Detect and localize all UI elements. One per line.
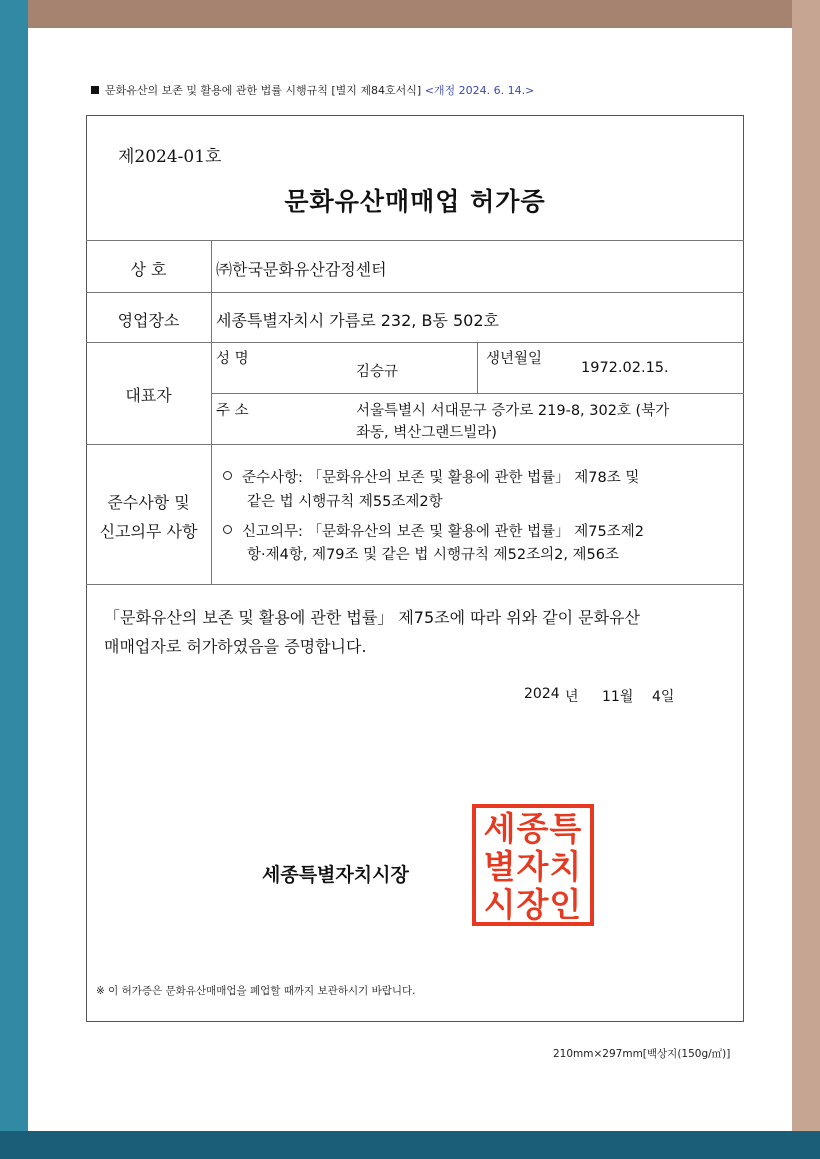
compliance-item-2-line-2: 항·제4항, 제79조 및 같은 법 시행규칙 제52조의2, 제56조 bbox=[247, 547, 620, 563]
table-line bbox=[86, 342, 744, 343]
issue-month: 11월 bbox=[602, 689, 634, 705]
document-title: 문화유산매매업 허가증 bbox=[284, 187, 546, 216]
issue-year-unit: 년 bbox=[565, 689, 579, 705]
trade-name-label: 상 호 bbox=[130, 260, 167, 279]
compliance-item-1 bbox=[223, 466, 639, 487]
representative-label: 대표자 bbox=[125, 386, 172, 405]
document-number: 제2024-01호 bbox=[118, 147, 222, 167]
compliance-label-line-1: 준수사항 및 bbox=[107, 493, 190, 512]
table-line bbox=[86, 240, 744, 241]
table-line bbox=[211, 240, 212, 584]
issue-year: 2024 bbox=[524, 686, 560, 702]
official-seal bbox=[472, 804, 594, 926]
business-place-value: 세종특별자치시 가름로 232, B동 502호 bbox=[216, 311, 499, 330]
notice-line-1: 「문화유산의 보존 및 활용에 관한 법률」 제75조에 따라 위와 같이 문화유산 bbox=[104, 608, 640, 627]
compliance-label-line-2: 신고의무 사항 bbox=[99, 522, 198, 541]
address-label: 주 소 bbox=[216, 403, 249, 419]
table-line bbox=[86, 292, 744, 293]
issue-day: 4일 bbox=[652, 689, 675, 705]
notice-line-2: 매매업자로 허가하였음을 증명합니다. bbox=[104, 637, 367, 656]
frame-bottom bbox=[0, 1131, 820, 1159]
frame-left bbox=[0, 0, 28, 1159]
compliance-item-2 bbox=[223, 520, 644, 541]
trade-name-value: ㈜한국문화유산감정센터 bbox=[216, 260, 387, 279]
frame-right bbox=[792, 0, 820, 1159]
seal-line-2: 별자치 bbox=[483, 847, 583, 886]
compliance-item-1-line-1: 준수사항: 「문화유산의 보존 및 활용에 관한 법률」 제78조 및 bbox=[242, 470, 640, 486]
business-place-label: 영업장소 bbox=[117, 311, 180, 330]
seal-line-3: 시장인 bbox=[483, 885, 583, 924]
address-line-2: 좌동, 벽산그랜드빌라) bbox=[356, 425, 497, 441]
frame-top bbox=[0, 0, 820, 28]
form-ref-text: 문화유산의 보존 및 활용에 관한 법률 시행규칙 [별지 제84호서식] bbox=[105, 84, 422, 97]
certification-notice bbox=[104, 603, 736, 661]
name-value: 김승규 bbox=[356, 364, 399, 380]
table-line bbox=[211, 393, 744, 394]
compliance-item-1-line-2: 같은 법 시행규칙 제55조제2항 bbox=[247, 494, 443, 510]
footnote: ※ 이 허가증은 문화유산매매업을 폐업할 때까지 보관하시기 바랍니다. bbox=[96, 985, 416, 997]
issuer-name: 세종특별자치시장 bbox=[262, 864, 409, 886]
certificate-form bbox=[86, 115, 744, 1022]
birth-value: 1972.02.15. bbox=[581, 360, 669, 376]
square-bullet-icon bbox=[91, 86, 99, 94]
paper-spec: 210mm×297mm[백상지(150g/㎡)] bbox=[553, 1048, 731, 1060]
circle-bullet-icon bbox=[223, 471, 232, 480]
birth-label: 생년월일 bbox=[486, 351, 543, 367]
circle-bullet-icon bbox=[223, 525, 232, 534]
revision-text: <개정 2024. 6. 14.> bbox=[424, 84, 535, 97]
table-line bbox=[86, 584, 744, 585]
table-line bbox=[86, 444, 744, 445]
address-line-1: 서울특별시 서대문구 증가로 219-8, 302호 (북가 bbox=[356, 403, 670, 419]
seal-line-1: 세종특 bbox=[483, 809, 583, 848]
compliance-item-2-line-1: 신고의무: 「문화유산의 보존 및 활용에 관한 법률」 제75조제2 bbox=[242, 524, 644, 540]
name-label: 성 명 bbox=[216, 351, 249, 367]
table-line bbox=[477, 342, 478, 393]
form-reference bbox=[91, 82, 534, 98]
